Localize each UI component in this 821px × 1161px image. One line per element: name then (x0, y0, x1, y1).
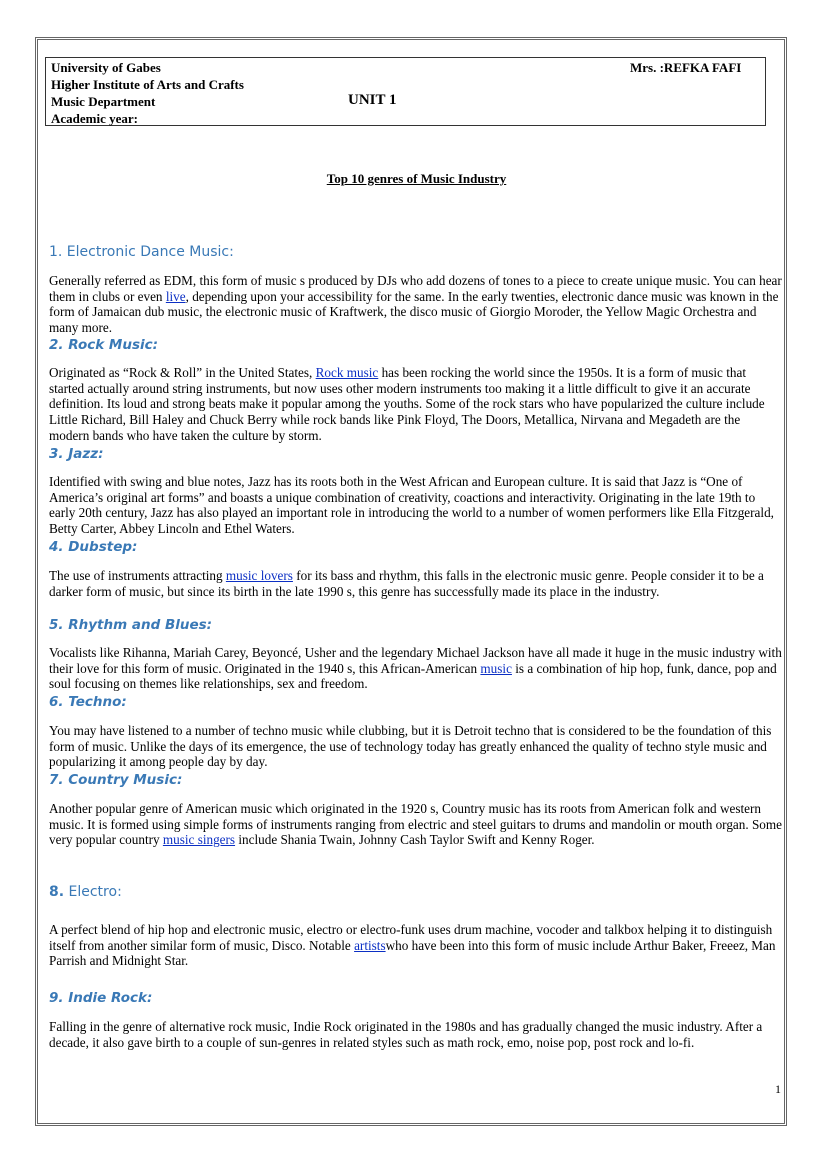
teacher-name: Mrs. :REFKA FAFI (630, 60, 742, 75)
link-artists[interactable]: artists (354, 937, 386, 953)
paragraph-text: for its bass and rhythm, this falls in the electronic music genre. People consider it to be a darker form of music, but since its birth in the late 1990 s, this genre has successfully made its place in the industry. (49, 568, 764, 599)
paragraph-text: include Shania Twain, Johnny Cash Taylor Swift and Kenny Roger. (235, 832, 595, 848)
link-music-singers[interactable]: music singers (162, 832, 236, 848)
heading-electronic-dance-music: 1. Electronic Dance Music: (49, 244, 234, 260)
unit-label: UNIT 1 (348, 92, 397, 108)
document-title: Top 10 genres of Music Industry (326, 171, 507, 186)
heading-indie-rock: 9. Indie Rock: (49, 990, 153, 1006)
heading-electro (49, 884, 122, 900)
link-music[interactable]: music (480, 660, 512, 676)
paragraph-text: is a combination of hip hop, funk, dance, pop and soul focusing on themes like relationships, sex and freedom. (49, 660, 777, 692)
heading-jazz: 3. Jazz: (49, 446, 104, 462)
paragraph-text: Vocalists like Rihanna, Mariah Carey, Beyoncé, Usher and the legendary Michael Jackson have all made it huge in the music industry with their love for this form of music. Originated in the 1940 s, this African-American (49, 645, 782, 676)
paragraph-text: The use of instruments attracting (49, 568, 226, 583)
link-rock-music[interactable]: Rock music (315, 365, 379, 380)
university-name: University of Gabes (51, 60, 161, 75)
institute-name: Higher Institute of Arts and Crafts (51, 77, 244, 92)
heading-label: Electro: (68, 884, 122, 900)
paragraph-techno: You may have listened to a number of techno music while clubbing, but it is Detroit techno that is considered to be the foundation of this form of music. Unlike the days of its emergence, the use of technology today has greatly enhanced the quality of techno style music and popularizing it among people day by day. (49, 723, 772, 770)
link-live[interactable]: live (165, 288, 186, 304)
paragraph-text: Generally referred as EDM, this form of music s produced by DJs who add dozens of tones to a piece to create unique music. You can hear them in clubs or even (49, 273, 782, 304)
paragraph-electronic-dance-music (49, 273, 783, 336)
paragraph-rhythm-and-blues (49, 645, 783, 692)
paragraph-dubstep (49, 568, 783, 599)
paragraph-text: A perfect blend of hip hop and electronic music, electro or electro-funk uses drum machine, vocoder and talkbox helping it to distinguish itself from another similar form of music, Disco. Notable (49, 922, 773, 953)
heading-rhythm-and-blues: 5. Rhythm and Blues: (49, 617, 213, 633)
department-name: Music Department (51, 94, 156, 109)
paragraph-electro (49, 922, 783, 969)
paragraph-text: Originated as “Rock & Roll” in the United States, (49, 365, 316, 380)
document-header (45, 57, 766, 126)
paragraph-text: , depending upon your accessibility for the same. In the early twenties, electronic dance music was known in the form of Jamaican dub music, the electronic music of Kraftwerk, the disco music of Giorgio Moroder, the Yellow Magic Orchestra and many more. (49, 288, 779, 336)
heading-country-music: 7. Country Music: (49, 772, 183, 788)
heading-rock-music: 2. Rock Music: (49, 337, 159, 353)
heading-dubstep: 4. Dubstep: (49, 539, 138, 555)
academic-year: Academic year: (51, 111, 138, 126)
link-music-lovers[interactable]: music lovers (225, 568, 293, 583)
paragraph-rock-music (49, 365, 783, 444)
paragraph-text: has been rocking the world since the 1950s. It is a form of music that started actually around string instruments, but now uses other modern instruments too making it a little difficult to give it an accurate definition. Its loud and strong beats make it popular among the youths. Some of the rock stars who have popularized the culture include Little Richard, Bill Haley and Chuck Berry while rock bands like Pink Floyd, The Doors, Metallica, Nirvana and Megadeth are the modern bands who have taken the culture by storm. (49, 365, 765, 443)
paragraph-text: who have been into this form of music include Arthur Baker, Freeez, Man Parrish and Midnight Star. (49, 937, 776, 969)
paragraph-text: Another popular genre of American music which originated in the 1920 s, Country music has its roots from American folk and western music. It is formed using simple forms of instruments ranging from electric and steel guitars to drums and mandolin or mouth organ. Some very popular country (49, 801, 783, 848)
paragraph-indie-rock: Falling in the genre of alternative rock music, Indie Rock originated in the 1980s and has gradually changed the music industry. After a decade, it also gave birth to a couple of sun-genres in related styles such as math rock, emo, noise pop, post rock and lo-fi. (49, 1019, 763, 1050)
paragraph-jazz: Identified with swing and blue notes, Jazz has its roots both in the West African and European culture. It is said that Jazz is “One of America’s original art forms” and boasts a unique combination of creativity, coactions and interactivity. Originating in the late 19th to early 20th century, Jazz has also played an important role in introducing the world to a number of women performers like Ella Fitzgerald, Betty Carter, Abbey Lincoln and Ethel Waters. (49, 474, 774, 537)
heading-techno: 6. Techno: (49, 694, 127, 710)
page-number: 1 (775, 1082, 781, 1096)
heading-number: 8. (49, 884, 65, 900)
paragraph-country-music (49, 801, 783, 848)
